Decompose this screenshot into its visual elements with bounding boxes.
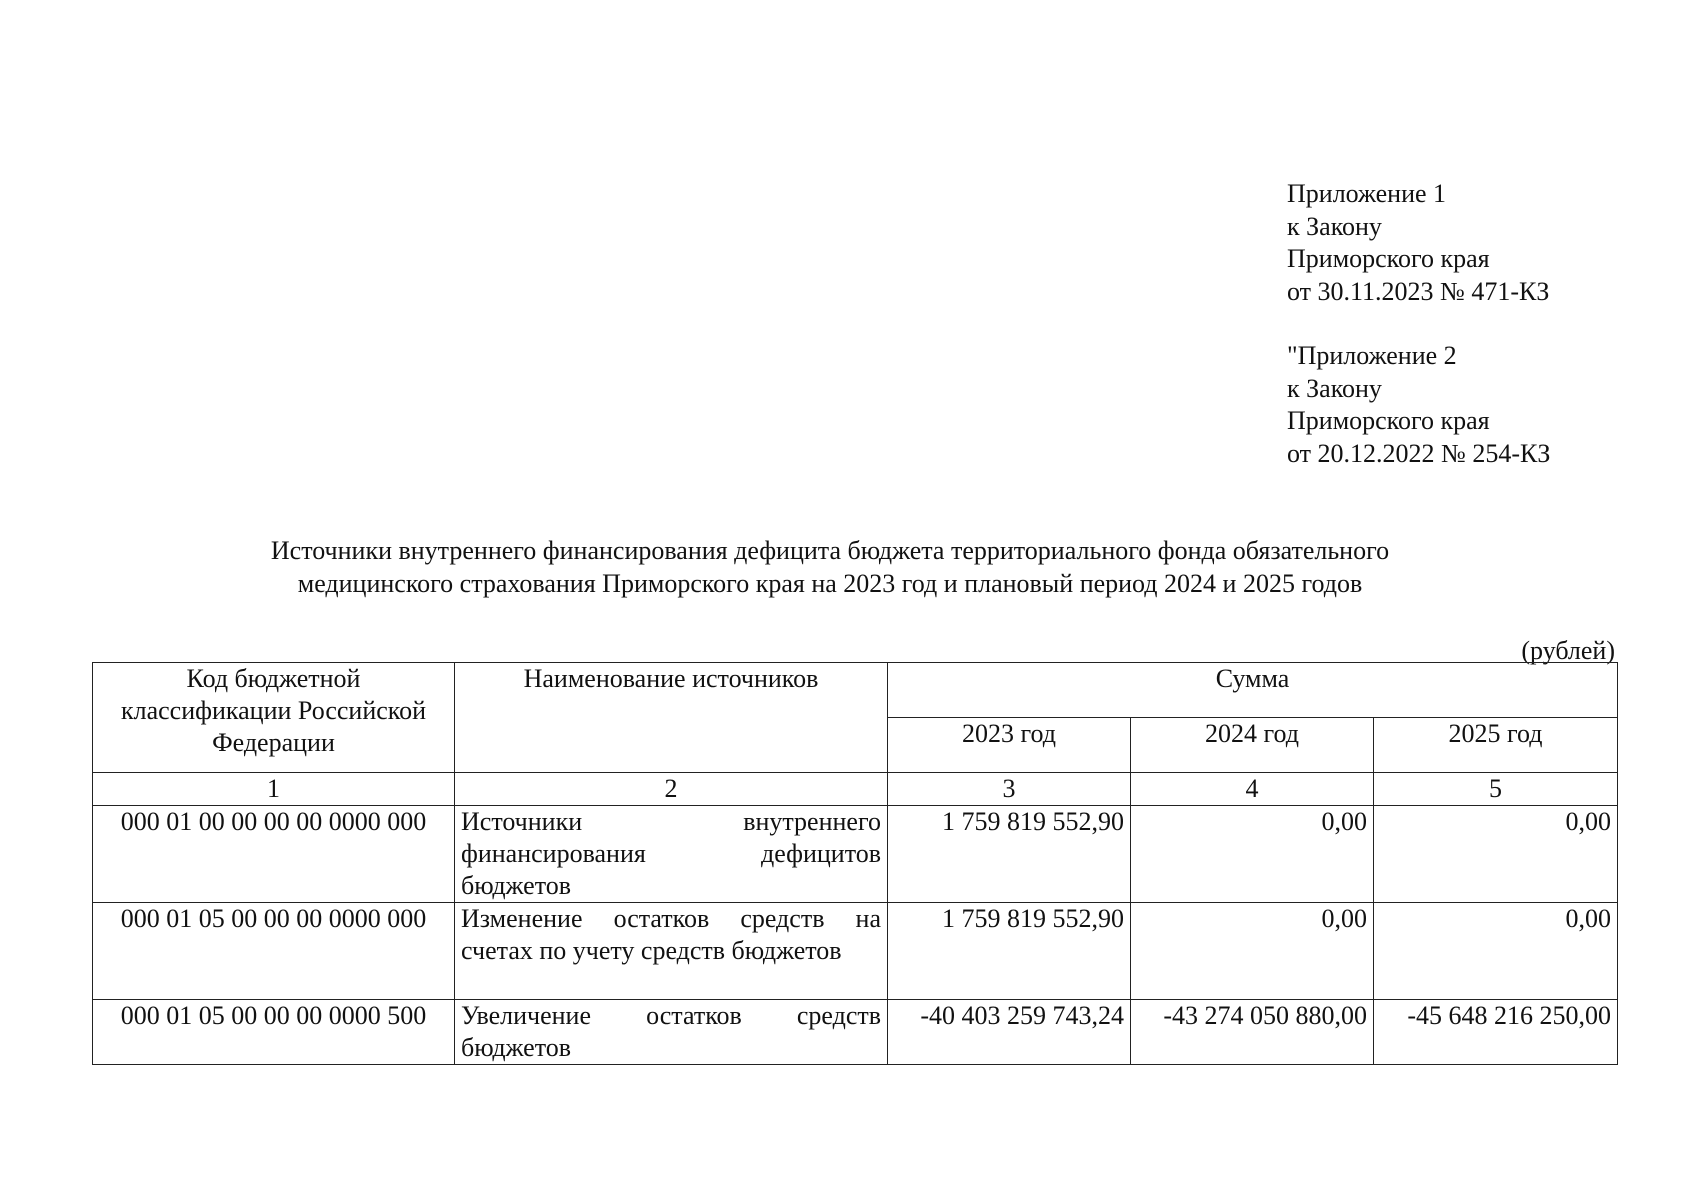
document-title-line-2: медицинского страхования Приморского края на 2023 год и плановый период 2024 и 2025 годов — [297, 569, 1363, 598]
column-number: 2 — [455, 773, 888, 806]
table-row — [93, 1000, 1618, 1065]
document-title-line-1: Источники внутреннего финансирования дефицита бюджета территориального фонда обязательного — [270, 536, 1390, 565]
row-amount-2024: 0,00 — [1131, 903, 1374, 1000]
column-number: 1 — [93, 773, 455, 806]
financing-sources-table — [92, 662, 1618, 1065]
column-number-row — [93, 773, 1618, 806]
row-amount-2023: -40 403 259 743,24 — [888, 1000, 1131, 1065]
row-amount-2023: 1 759 819 552,90 — [888, 903, 1131, 1000]
row-amount-2023: 1 759 819 552,90 — [888, 806, 1131, 903]
column-number: 4 — [1131, 773, 1374, 806]
appendix-amended-line-3: Приморского края — [1287, 406, 1490, 435]
appendix-current-line-3: Приморского края — [1287, 244, 1490, 273]
appendix-current-line-1: Приложение 1 — [1287, 179, 1447, 208]
header-year-2023: 2023 год — [888, 718, 1131, 773]
table-header-row-1 — [93, 663, 1618, 718]
header-year-2024: 2024 год — [1131, 718, 1374, 773]
table-row — [93, 903, 1618, 1000]
row-name: Источники внутреннего финансирования дефицитов бюджетов — [455, 806, 888, 903]
row-amount-2025: 0,00 — [1374, 903, 1618, 1000]
appendix-amended-line-2: к Закону — [1287, 373, 1382, 403]
appendix-current-reference — [1287, 178, 1549, 308]
header-sum: Сумма — [888, 663, 1618, 718]
row-name: Увеличение остатков средств бюджетов — [455, 1000, 888, 1065]
header-code: Код бюджетной классификации Российской Федерации — [93, 663, 455, 773]
row-code: 000 01 05 00 00 00 0000 000 — [93, 903, 455, 1000]
row-code: 000 01 05 00 00 00 0000 500 — [93, 1000, 455, 1065]
row-code: 000 01 00 00 00 00 0000 000 — [93, 806, 455, 903]
row-amount-2024: -43 274 050 880,00 — [1131, 1000, 1374, 1065]
appendix-current-line-4: от 30.11.2023 № 471-КЗ — [1287, 276, 1550, 306]
table-row — [93, 806, 1618, 903]
column-number: 5 — [1374, 773, 1618, 806]
row-amount-2025: 0,00 — [1374, 806, 1618, 903]
column-number: 3 — [888, 773, 1131, 806]
row-amount-2024: 0,00 — [1131, 806, 1374, 903]
appendix-amended-line-1: "Приложение 2 — [1287, 341, 1457, 370]
header-year-2025: 2025 год — [1374, 718, 1618, 773]
document-title — [160, 534, 1500, 600]
appendix-current-line-2: к Закону — [1287, 211, 1382, 241]
appendix-amended-line-4: от 20.12.2022 № 254-КЗ — [1287, 438, 1551, 468]
row-amount-2025: -45 648 216 250,00 — [1374, 1000, 1618, 1065]
unit-label: (рублей) — [1521, 636, 1615, 665]
row-name: Изменение остатков средств на счетах по учету средств бюджетов — [455, 903, 888, 1000]
appendix-amended-reference — [1287, 340, 1550, 470]
header-name: Наименование источников — [455, 663, 888, 773]
